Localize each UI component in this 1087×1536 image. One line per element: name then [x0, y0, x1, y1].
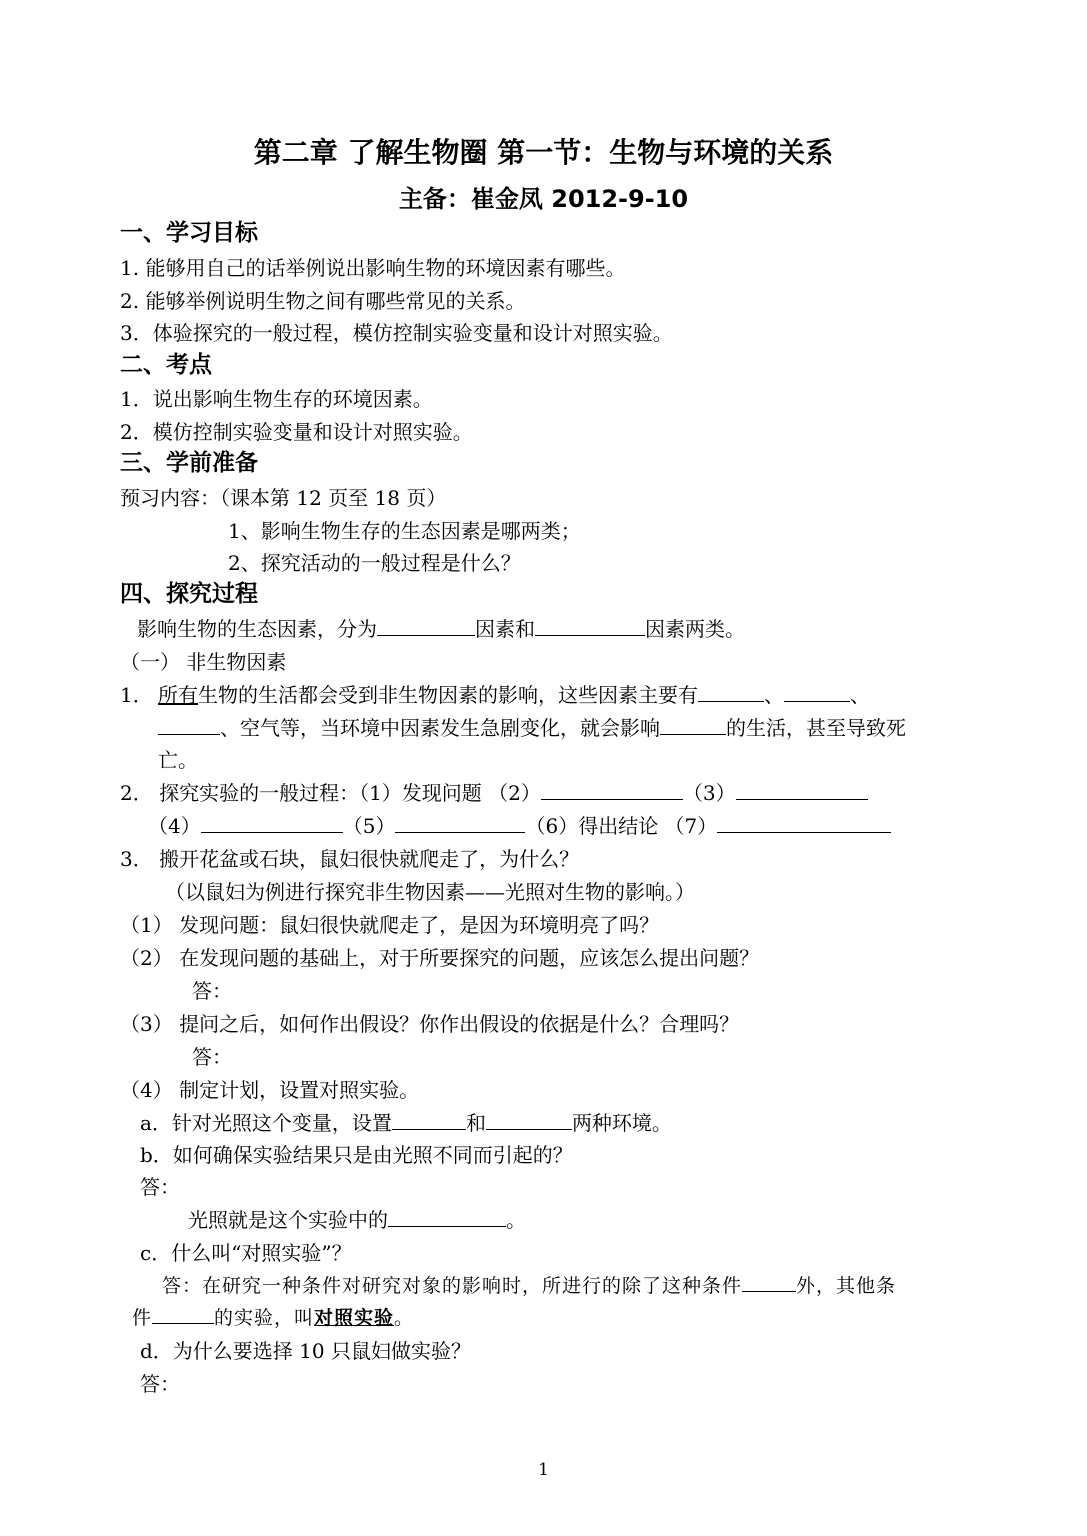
c-ans-text-2b: 的实验，叫 [214, 1307, 315, 1329]
q1-underlined-word: 所有 [158, 683, 198, 707]
fill-blank[interactable] [742, 1271, 796, 1292]
q3-step-3: （3） 提问之后，如何作出假设？你作出假设的依据是什么？合理吗？ [120, 1012, 740, 1036]
q1-number: 1． [120, 683, 153, 707]
fill-blank[interactable] [784, 681, 850, 702]
q3-item-a [140, 1108, 672, 1138]
q1-text-1: 生物的生活都会受到非生物因素的影响，这些因素主要有 [198, 683, 698, 707]
fill-blank[interactable] [152, 1303, 214, 1324]
page-number: 1 [538, 1460, 549, 1480]
intro-text-3: 因素两类。 [645, 617, 745, 641]
q3-answer-label: 答： [192, 979, 232, 1003]
objective-3: 3．体验探究的一般过程，模仿控制实验变量和设计对照实验。 [120, 321, 673, 345]
fill-blank[interactable] [158, 714, 220, 735]
light-text-1: 光照就是这个实验中的 [188, 1208, 388, 1232]
q3-item-b: b．如何确保实验结果只是由光照不同而引起的？ [140, 1143, 573, 1167]
section-heading-preparation: 三、学前准备 [120, 450, 258, 476]
fill-blank[interactable] [736, 779, 868, 800]
q3-step-4: （4） 制定计划，设置对照实验。 [120, 1078, 420, 1102]
objective-2: 2. 能够举例说明生物之间有哪些常见的关系。 [120, 289, 526, 313]
q3-c-answer-line-2 [132, 1303, 414, 1333]
preview-item-1: 1、影响生物生存的生态因素是哪两类； [228, 519, 581, 543]
light-text-2: 。 [506, 1208, 526, 1232]
page-subtitle: 主备：崔金凤 2012-9-10 [398, 185, 689, 213]
q3-answer-label: 答： [140, 1175, 180, 1199]
q3-step-1: （1） 发现问题：鼠妇很快就爬走了，是因为环境明亮了吗？ [120, 913, 660, 937]
q2-text-2b: （5） [342, 814, 396, 838]
q2-text-2a: （4） [148, 814, 201, 838]
section-heading-inquiry: 四、探究过程 [120, 581, 258, 607]
c-ans-term: 对照实验 [314, 1307, 395, 1329]
q3-item-d: d．为什么要选择 10 只鼠妇做实验？ [140, 1339, 471, 1363]
intro-text-1: 影响生物的生态因素，分为 [137, 617, 377, 641]
q3-line-1: 3． 搬开花盆或石块，鼠妇很快就爬走了，为什么？ [120, 847, 580, 871]
c-ans-text-2d: 。 [394, 1307, 415, 1329]
c-ans-text-1a: 答：在研究一种条件对研究对象的影响时，所进行的除了这种条件 [162, 1275, 743, 1297]
fill-blank[interactable] [717, 812, 891, 833]
fill-blank[interactable] [541, 779, 683, 800]
c-ans-text-2a: 件 [132, 1307, 153, 1329]
fill-blank[interactable] [201, 812, 343, 833]
item-a-text-2: 和 [465, 1111, 486, 1135]
q2-line-1 [120, 778, 868, 808]
q3-answer-label: 答： [192, 1045, 232, 1069]
page-title: 第二章 了解生物圈 第一节：生物与环境的关系 [253, 136, 834, 169]
q2-text-1a: 2． 探究实验的一般过程：（1）发现问题 （2） [120, 781, 541, 805]
section-heading-objectives: 一、学习目标 [120, 220, 258, 246]
fill-blank[interactable] [535, 615, 645, 636]
q1-line-1 [120, 680, 870, 710]
intro-line [137, 614, 745, 644]
q1-line-2 [158, 713, 906, 743]
q3-item-c: c．什么叫“对照实验”？ [140, 1241, 352, 1265]
q3-c-answer-line-1 [162, 1271, 896, 1301]
fill-blank[interactable] [395, 812, 525, 833]
fill-blank[interactable] [698, 681, 764, 702]
item-a-text-3: 两种环境。 [571, 1111, 672, 1135]
q2-text-1b: （3） [682, 781, 736, 805]
intro-text-2: 因素和 [475, 617, 535, 641]
objective-1: 1. 能够用自己的话举例说出影响生物的环境因素有哪些。 [120, 256, 626, 280]
q1-sep-2: 、 [850, 683, 870, 707]
key-point-2: 2．模仿控制实验变量和设计对照实验。 [120, 420, 473, 444]
preview-item-2: 2、探究活动的一般过程是什么？ [228, 551, 521, 575]
q2-line-2 [148, 811, 891, 841]
key-point-1: 1．说出影响生物生存的环境因素。 [120, 387, 433, 411]
fill-blank[interactable] [392, 1109, 466, 1130]
section-heading-key-points: 二、考点 [120, 352, 212, 378]
fill-blank[interactable] [486, 1109, 572, 1130]
fill-blank[interactable] [660, 714, 726, 735]
preview-content: 预习内容：（课本第 12 页至 18 页） [120, 486, 447, 510]
q1-line-3: 亡。 [158, 748, 198, 772]
c-ans-text-1b: 外，其他条 [796, 1275, 897, 1297]
q1-text-2b: 的生活，甚至导致死 [726, 716, 906, 740]
q2-text-2c: （6）得出结论 （7） [525, 814, 718, 838]
subsection-abiotic: （一） 非生物因素 [120, 650, 287, 674]
q1-text-2a: 、空气等，当环境中因素发生急剧变化，就会影响 [220, 716, 660, 740]
fill-blank[interactable] [377, 615, 475, 636]
q1-sep-1: 、 [764, 683, 784, 707]
q3-answer-label: 答： [140, 1372, 180, 1396]
fill-blank[interactable] [388, 1206, 506, 1227]
q3-step-2: （2） 在发现问题的基础上，对于所要探究的问题，应该怎么提出问题？ [120, 946, 760, 970]
item-a-text-1: a．针对光照这个变量，设置 [140, 1111, 392, 1135]
q3-line-2: （以鼠妇为例进行探究非生物因素——光照对生物的影响。） [165, 880, 695, 904]
q3-light-line [188, 1205, 526, 1235]
